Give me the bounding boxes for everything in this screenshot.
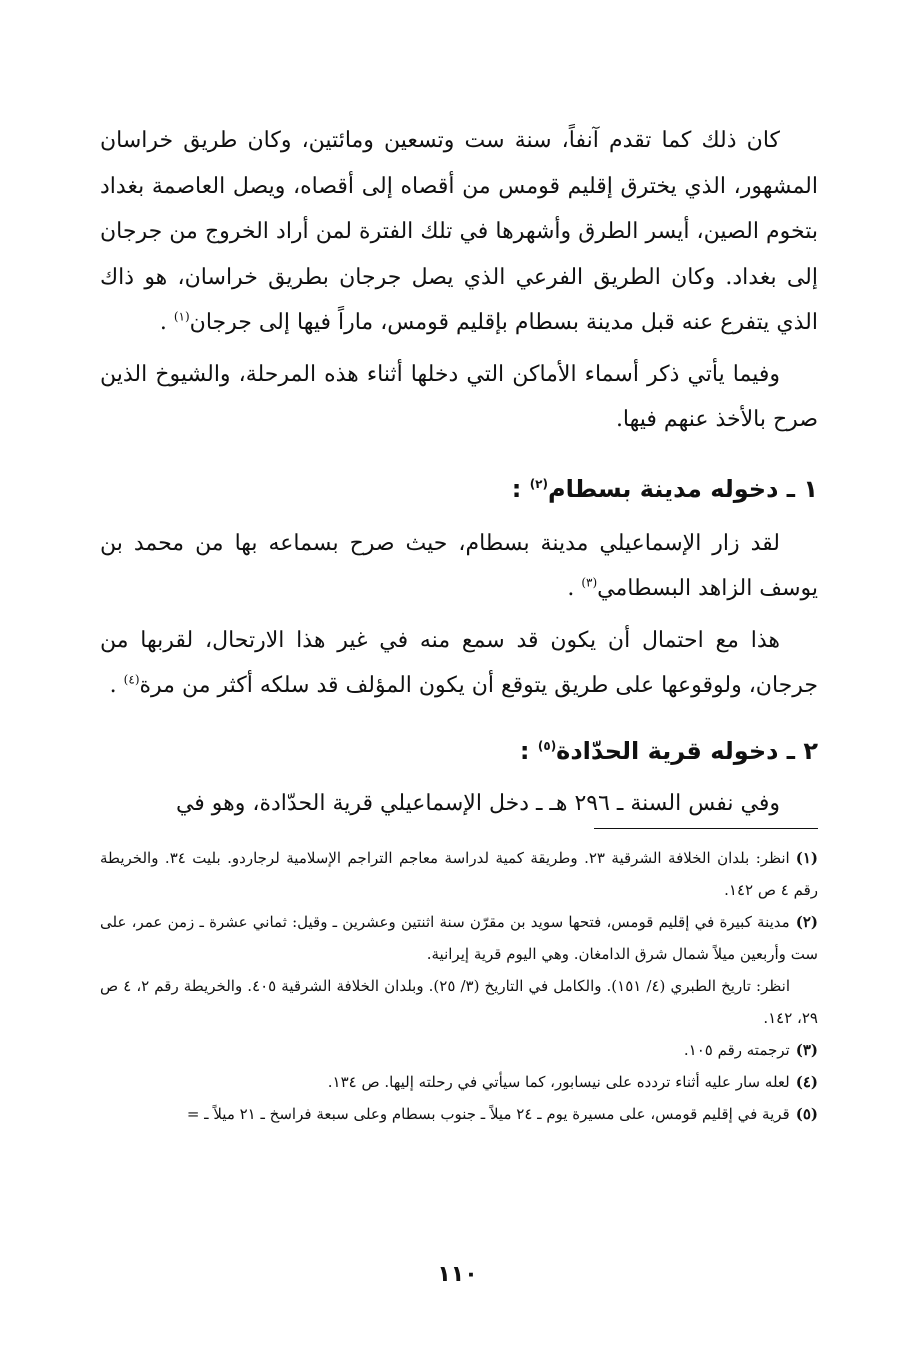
footnote-2 [100,906,818,970]
footnote-ref-4[interactable]: (٤) [123,672,140,687]
footnote-separator [100,828,818,838]
footnote-3-text: ترجمته رقم ١٠٥. [683,1041,790,1059]
footnotes [100,842,818,1130]
footnote-ref-5[interactable]: (٥) [537,738,557,753]
paragraph-4-end: . [109,673,124,698]
footnote-4-text: لعله سار عليه أثناء تردده على نيسابور، كما سيأتي في رحلته إليها. ص ١٣٤. [327,1073,790,1091]
page-number: ١١٠ [437,1262,478,1287]
section-heading-2-text: ٢ ـ دخوله قرية الحدّادة [556,736,818,765]
paragraph-3-end: . [567,576,582,601]
paragraph-2: وفيما يأتي ذكر أسماء الأماكن التي دخلها أثناء هذه المرحلة، والشيوخ الذين صرح بالأخذ عنهم فيها. [100,361,818,432]
footnote-1-number: (١) [795,849,819,867]
section-heading-2 [100,731,818,771]
page-body [100,118,818,1130]
footnote-5-number: (٥) [795,1105,818,1123]
paragraph-4-text: هذا مع احتمال أن يكون قد سمع منه في غير هذا الارتحال، لقربها من جرجان، ولوقوعها على طريق يتوقع أن يكون المؤلف قد سلكه أكثر من مرة [100,627,818,698]
paragraph-1-text: كان ذلك كما تقدم آنفاً، سنة ست وتسعين ومائتين، وكان طريق خراسان المشهور، الذي يخترق إقليم قومس من أقصاه إلى أقصاه، ويصل العاصمة بغداد بتخوم الصين، أيسر الطرق وأشهرها في تلك الفترة لمن أراد الخروج من جرجان إلى بغداد. وكان الطريق الفرعي الذي يصل جرجان بطريق خراسان، هو ذاك الذي يتفرع عنه قبل مدينة بسطام بإقليم قومس، ماراً فيها إلى جرجان [100,128,818,335]
paragraph-3 [100,521,818,612]
footnote-1-text: انظر: بلدان الخلافة الشرقية ٢٣. وطريقة كمية لدراسة معاجم التراجم الإسلامية لرجاردو. بليت ٣٤. والخريطة رقم ٤ ص ١٤٢. [100,849,818,899]
footnote-ref-1[interactable]: (١) [173,309,190,324]
footnote-1 [100,842,818,906]
paragraph-1-end: . [159,310,174,335]
section-heading-1-end: : [511,474,530,503]
section-heading-1-text: ١ ـ دخوله مدينة بسطام [547,474,818,503]
footnote-4 [100,1066,818,1098]
footnote-2-text: مدينة كبيرة في إقليم قومس، فتحها سويد بن مقرّن سنة اثنتين وعشرين ـ وقيل: ثماني عشرة ـ زمن عمر، على ست وأربعين ميلاً شمال شرق الدامغان. وهي اليوم قرية إيرانية. [100,913,818,963]
footnote-3-number: (٣) [795,1041,818,1059]
section-heading-2-end: : [519,736,538,765]
paragraph-5: وفي نفس السنة ـ ٢٩٦ هـ ـ دخل الإسماعيلي قرية الحدّادة، وهو في [175,790,780,816]
footnote-5 [100,1098,818,1130]
footnote-4-number: (٤) [795,1073,818,1091]
footnote-5-text: قرية في إقليم قومس، على مسيرة يوم ـ ٢٤ ميلاً ـ جنوب بسطام وعلى سبعة فراسخ ـ ٢١ ميلاً ـ = [186,1105,790,1123]
footnote-ref-2[interactable]: (٢) [529,476,548,491]
footnote-ref-3[interactable]: (٣) [581,575,598,590]
section-heading-1 [100,469,818,509]
footnote-2-sources: انظر: تاريخ الطبري (٤/ ١٥١). والكامل في التاريخ (٣/ ٢٥). وبلدان الخلافة الشرقية ٤٠٥. والخريطة رقم ٢، ٤ ص ٢٩، ١٤٢. [100,977,818,1027]
paragraph-1 [100,118,818,346]
footnote-3 [100,1034,818,1066]
paragraph-3-text: لقد زار الإسماعيلي مدينة بسطام، حيث صرح بسماعه بها من محمد بن يوسف الزاهد البسطامي [100,530,818,601]
paragraph-4 [100,618,818,709]
footnote-2-number: (٢) [795,913,818,931]
